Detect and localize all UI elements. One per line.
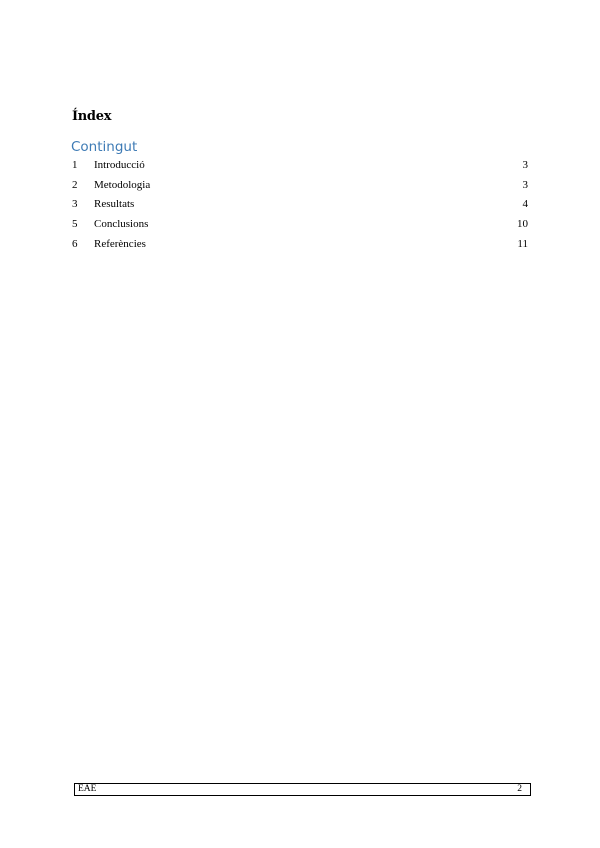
toc-entry-title[interactable]: Metodologia (94, 178, 151, 191)
toc-entry-number: 2 (72, 178, 78, 191)
toc-entry-page: 3 (522, 159, 528, 171)
toc-entry[interactable] (72, 216, 528, 236)
toc-entry-number: 5 (72, 218, 78, 231)
toc-entry-title[interactable]: Resultats (94, 198, 135, 211)
index-heading: Índex (72, 109, 112, 124)
toc-entry-page: 11 (517, 237, 528, 250)
toc-entry-page: 4 (522, 198, 528, 211)
toc-entry-number: 3 (72, 198, 78, 211)
toc-entry[interactable] (72, 236, 528, 256)
toc-entry-title[interactable]: Conclusions (94, 218, 149, 231)
footer-page-number: 2 (517, 784, 522, 794)
toc-heading: Contingut (71, 139, 138, 155)
toc-entry[interactable] (72, 157, 528, 177)
toc-entry-title[interactable]: Referències (94, 237, 146, 250)
toc-entry[interactable] (72, 177, 528, 197)
toc-entry[interactable] (72, 196, 528, 216)
toc-entry-page: 3 (522, 178, 528, 191)
table-of-contents (72, 157, 528, 255)
footer-label: EAE (78, 784, 97, 794)
toc-entry-title[interactable]: Introducció (94, 159, 145, 171)
page-footer (74, 783, 531, 796)
toc-entry-number: 1 (72, 159, 78, 171)
toc-entry-number: 6 (72, 237, 78, 250)
toc-entry-page: 10 (517, 218, 528, 231)
